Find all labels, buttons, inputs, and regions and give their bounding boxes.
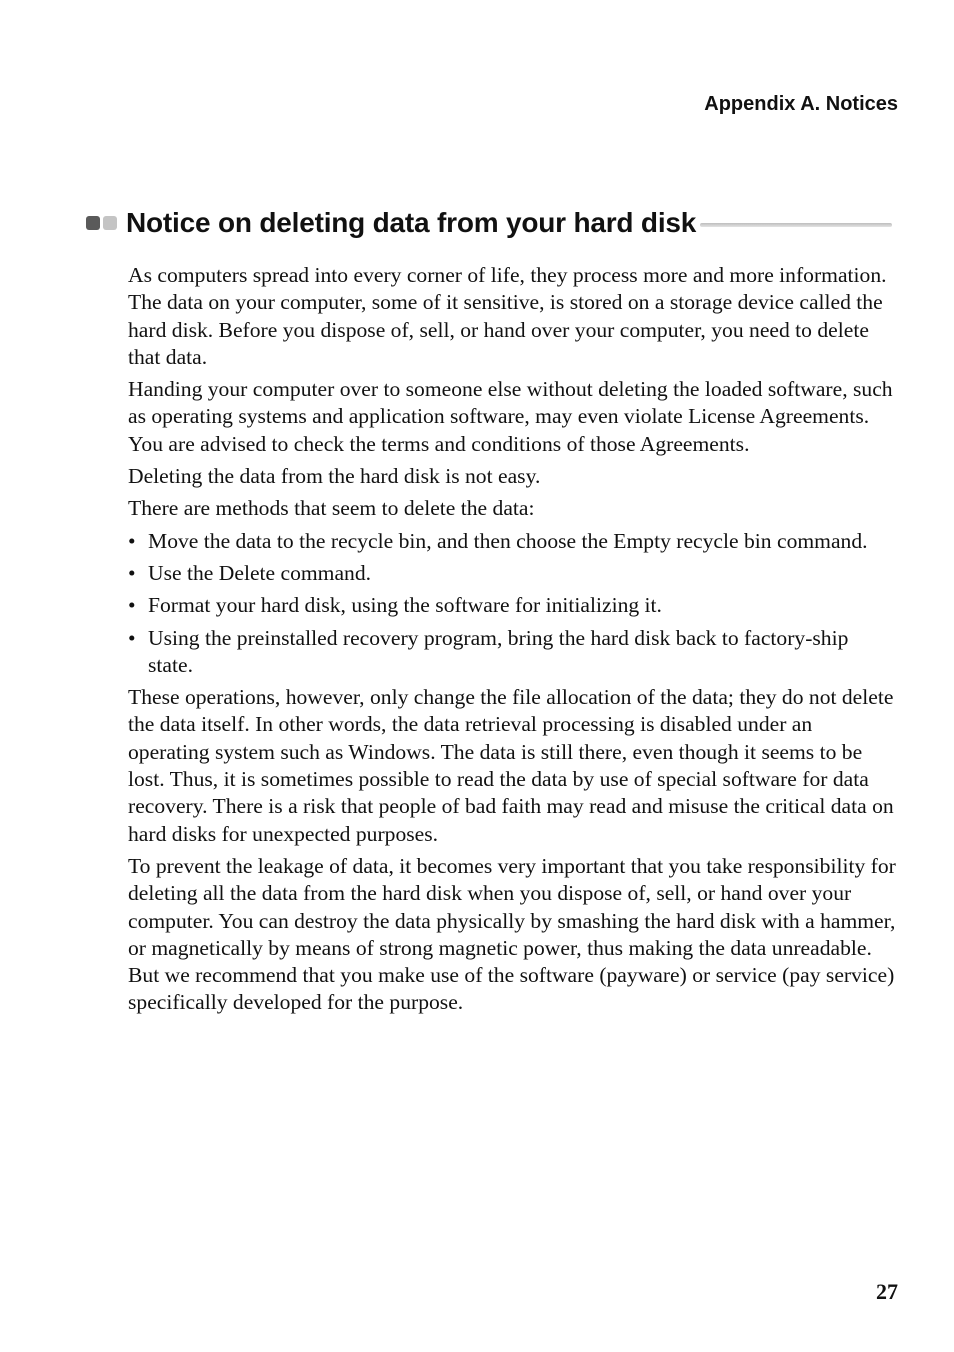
section-title: Notice on deleting data from your hard disk [126,207,697,238]
heading-square-light-icon [103,216,117,230]
list-item-text: Use the Delete command. [148,560,372,585]
section-heading [86,205,892,241]
list-item [128,528,898,555]
page-number: 27 [876,1279,898,1304]
list-item [128,625,898,680]
bullet-icon: • [128,593,136,618]
list-item-text: Using the preinstalled recovery program, bring the hard disk back to factory-ship state. [148,625,849,677]
paragraph-not-easy: Deleting the data from the hard disk is not easy. [128,464,541,489]
list-item-text: Format your hard disk, using the software for initializing it. [148,593,662,618]
paragraph-prevention: To prevent the leakage of data, it becomes very important that you take responsibility for deleting all the data from the hard disk when you dispose of, sell, or hand over your computer. You can destroy the data physically by smashing the hard disk with a hammer, or magnetically by means of strong magnetic power, thus making the data unreadable. But we recommend that you make use of the software (payware) or service (pay service) specifically developed for the purpose. [128,853,896,1015]
bullet-icon: • [128,528,136,553]
heading-rule [700,223,892,227]
paragraph-operations: These operations, however, only change the file allocation of the data; they do not delete the data itself. In other words, the data retrieval processing is disabled under an operating system such as Windows. The data is still there, even though it seems to be lost. Thus, it is sometimes possible to read the data by use of special software for data recovery. There is a risk that people of bad faith may read and misuse the critical data on hard disks for unexpected purposes. [128,685,894,846]
paragraph-license: Handing your computer over to someone else without deleting the loaded software, such as operating systems and application software, may even violate License Agreements. You are advised to check the terms and conditions of those Agreements. [128,377,893,456]
list-item-text: Move the data to the recycle bin, and then choose the Empty recycle bin command. [148,528,868,553]
paragraph-intro: As computers spread into every corner of life, they process more and more information. The data on your computer, some of it sensitive, is stored on a storage device called the hard disk. Before you dispose of, sell, or hand over your computer, you need to delete that data. [128,263,887,369]
bullet-icon: • [128,625,136,650]
list-item [128,592,898,619]
list-item [128,560,898,587]
methods-list [128,528,898,679]
body-content [128,262,898,1022]
paragraph-methods-intro: There are methods that seem to delete the data: [128,496,535,521]
page-header: Appendix A. Notices [704,93,898,115]
bullet-icon: • [128,560,136,585]
heading-square-dark-icon [86,216,100,230]
heading-bullet-icon [86,216,117,230]
